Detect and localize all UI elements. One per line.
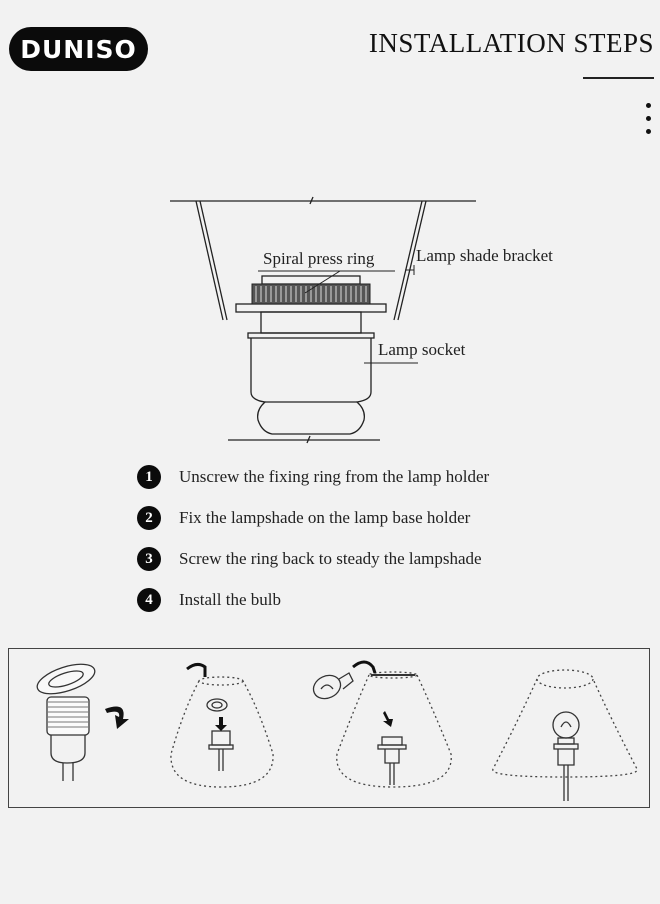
step-number-badge: 3: [137, 547, 161, 571]
installation-steps-list: [137, 465, 489, 629]
step-number-badge: 1: [137, 465, 161, 489]
more-vertical-icon[interactable]: [646, 103, 654, 137]
step-number-badge: 4: [137, 588, 161, 612]
step-illustrations-drawing: [9, 649, 651, 809]
page-title: INSTALLATION STEPS: [368, 28, 654, 58]
label-lamp-socket: Lamp socket: [378, 340, 466, 359]
step-item: [137, 465, 489, 489]
bulb-icon: [553, 712, 579, 801]
title-underline: [583, 77, 654, 79]
step-text: Screw the ring back to steady the lampshade: [179, 549, 482, 568]
brand-logo: [9, 27, 148, 71]
down-arrow-icon: [215, 717, 227, 731]
logo-text: DUNISO: [20, 34, 137, 64]
step-number-badge: 2: [137, 506, 161, 530]
lamp-assembly-diagram: [0, 180, 660, 450]
illustration-step-2: [171, 677, 273, 787]
step-text: Install the bulb: [179, 590, 281, 609]
label-spiral-press-ring: Spiral press ring: [263, 249, 375, 268]
curved-arrow-icon: [105, 707, 129, 729]
illustration-step-1: [34, 658, 98, 781]
step-text: Fix the lampshade on the lamp base holder: [179, 508, 471, 527]
illustration-step-4: [493, 670, 637, 777]
lamp-assembly-drawing: [0, 180, 660, 450]
step-illustrations-panel: [8, 648, 650, 808]
step-item: [137, 506, 489, 530]
label-lamp-shade-bracket: Lamp shade bracket: [416, 246, 553, 265]
step-item: [137, 588, 489, 612]
down-arrow-icon: [383, 711, 393, 727]
step-item: [137, 547, 489, 571]
step-text: Unscrew the fixing ring from the lamp holder: [179, 467, 490, 486]
